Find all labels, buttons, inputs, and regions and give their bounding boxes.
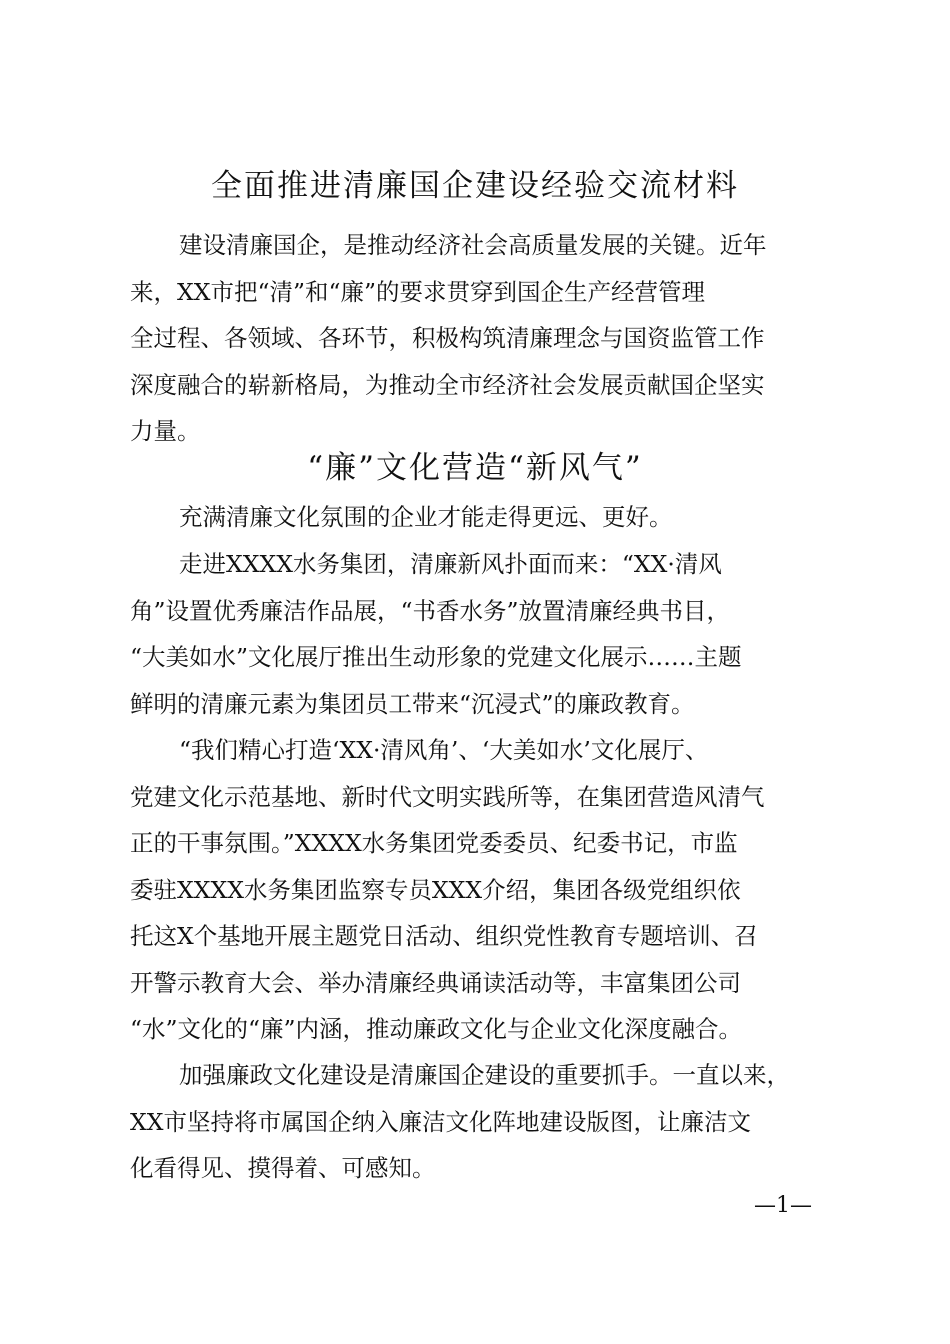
intro-paragraph [130, 222, 830, 455]
paragraph-4 [130, 1052, 830, 1192]
text-line: 来，XX市把“清”和“廉”的要求贯穿到国企生产经营管理 [130, 277, 706, 306]
text-line: 建设清廉国企，是推动经济社会高质量发展的关键。近年 [179, 231, 767, 259]
text-line: “大美如水”文化展厅推出生动形象的党建文化展示……主题 [130, 643, 742, 671]
text-line: 深度融合的崭新格局，为推动全市经济社会发展贡献国企坚实 [130, 370, 765, 399]
text-line: 角”设置优秀廉洁作品展，“书香水务”放置清廉经典书目， [130, 596, 731, 625]
text-line: 托这X个基地开展主题党日活动、组织党性教育专题培训、召 [130, 922, 758, 950]
text-line: “水”文化的“廉”内涵，推动廉政文化与企业文化深度融合。 [130, 1015, 743, 1043]
text-line: 党建文化示范基地、新时代文明实践所等，在集团营造风清气 [130, 782, 765, 811]
text-line: 力量。 [130, 417, 201, 445]
text-line: 开警示教育大会、举办清廉经典诵读活动等，丰富集团公司 [130, 968, 741, 997]
text-line: 全过程、各领域、各环节，积极构筑清廉理念与国资监管工作 [130, 324, 765, 352]
text-line: 化看得见、摸得着、可感知。 [130, 1154, 436, 1182]
text-line: 鲜明的清廉元素为集团员工带来“沉浸式”的廉政教育。 [130, 689, 695, 718]
paragraph-3 [130, 727, 830, 1053]
document-title: 全面推进清廉国企建设经验交流材料 [211, 168, 739, 204]
text-line: 委驻XXXX水务集团监察专员XXX介绍，集团各级党组织依 [130, 875, 741, 904]
text-line: XX市坚持将市属国企纳入廉洁文化阵地建设版图，让廉洁文 [130, 1107, 751, 1136]
text-line: 充满清廉文化氛围的企业才能走得更远、更好。 [179, 503, 673, 531]
paragraph-2 [130, 541, 830, 727]
page-number: —1— [754, 1193, 812, 1218]
text-line: 加强廉政文化建设是清廉国企建设的重要抓手。一直以来， [179, 1061, 790, 1089]
text-line: 走进XXXX水务集团，清廉新风扑面而来：“XX·清风 [179, 550, 722, 578]
text-line: 正的干事氛围。”XXXX水务集团党委委员、纪委书记，市监 [130, 829, 738, 857]
section-heading: “廉”文化营造“新风气” [307, 450, 643, 486]
text-line: “我们精心打造‘XX·清风角’、‘大美如水’文化展厅、 [179, 736, 709, 764]
paragraph-1 [130, 494, 830, 541]
